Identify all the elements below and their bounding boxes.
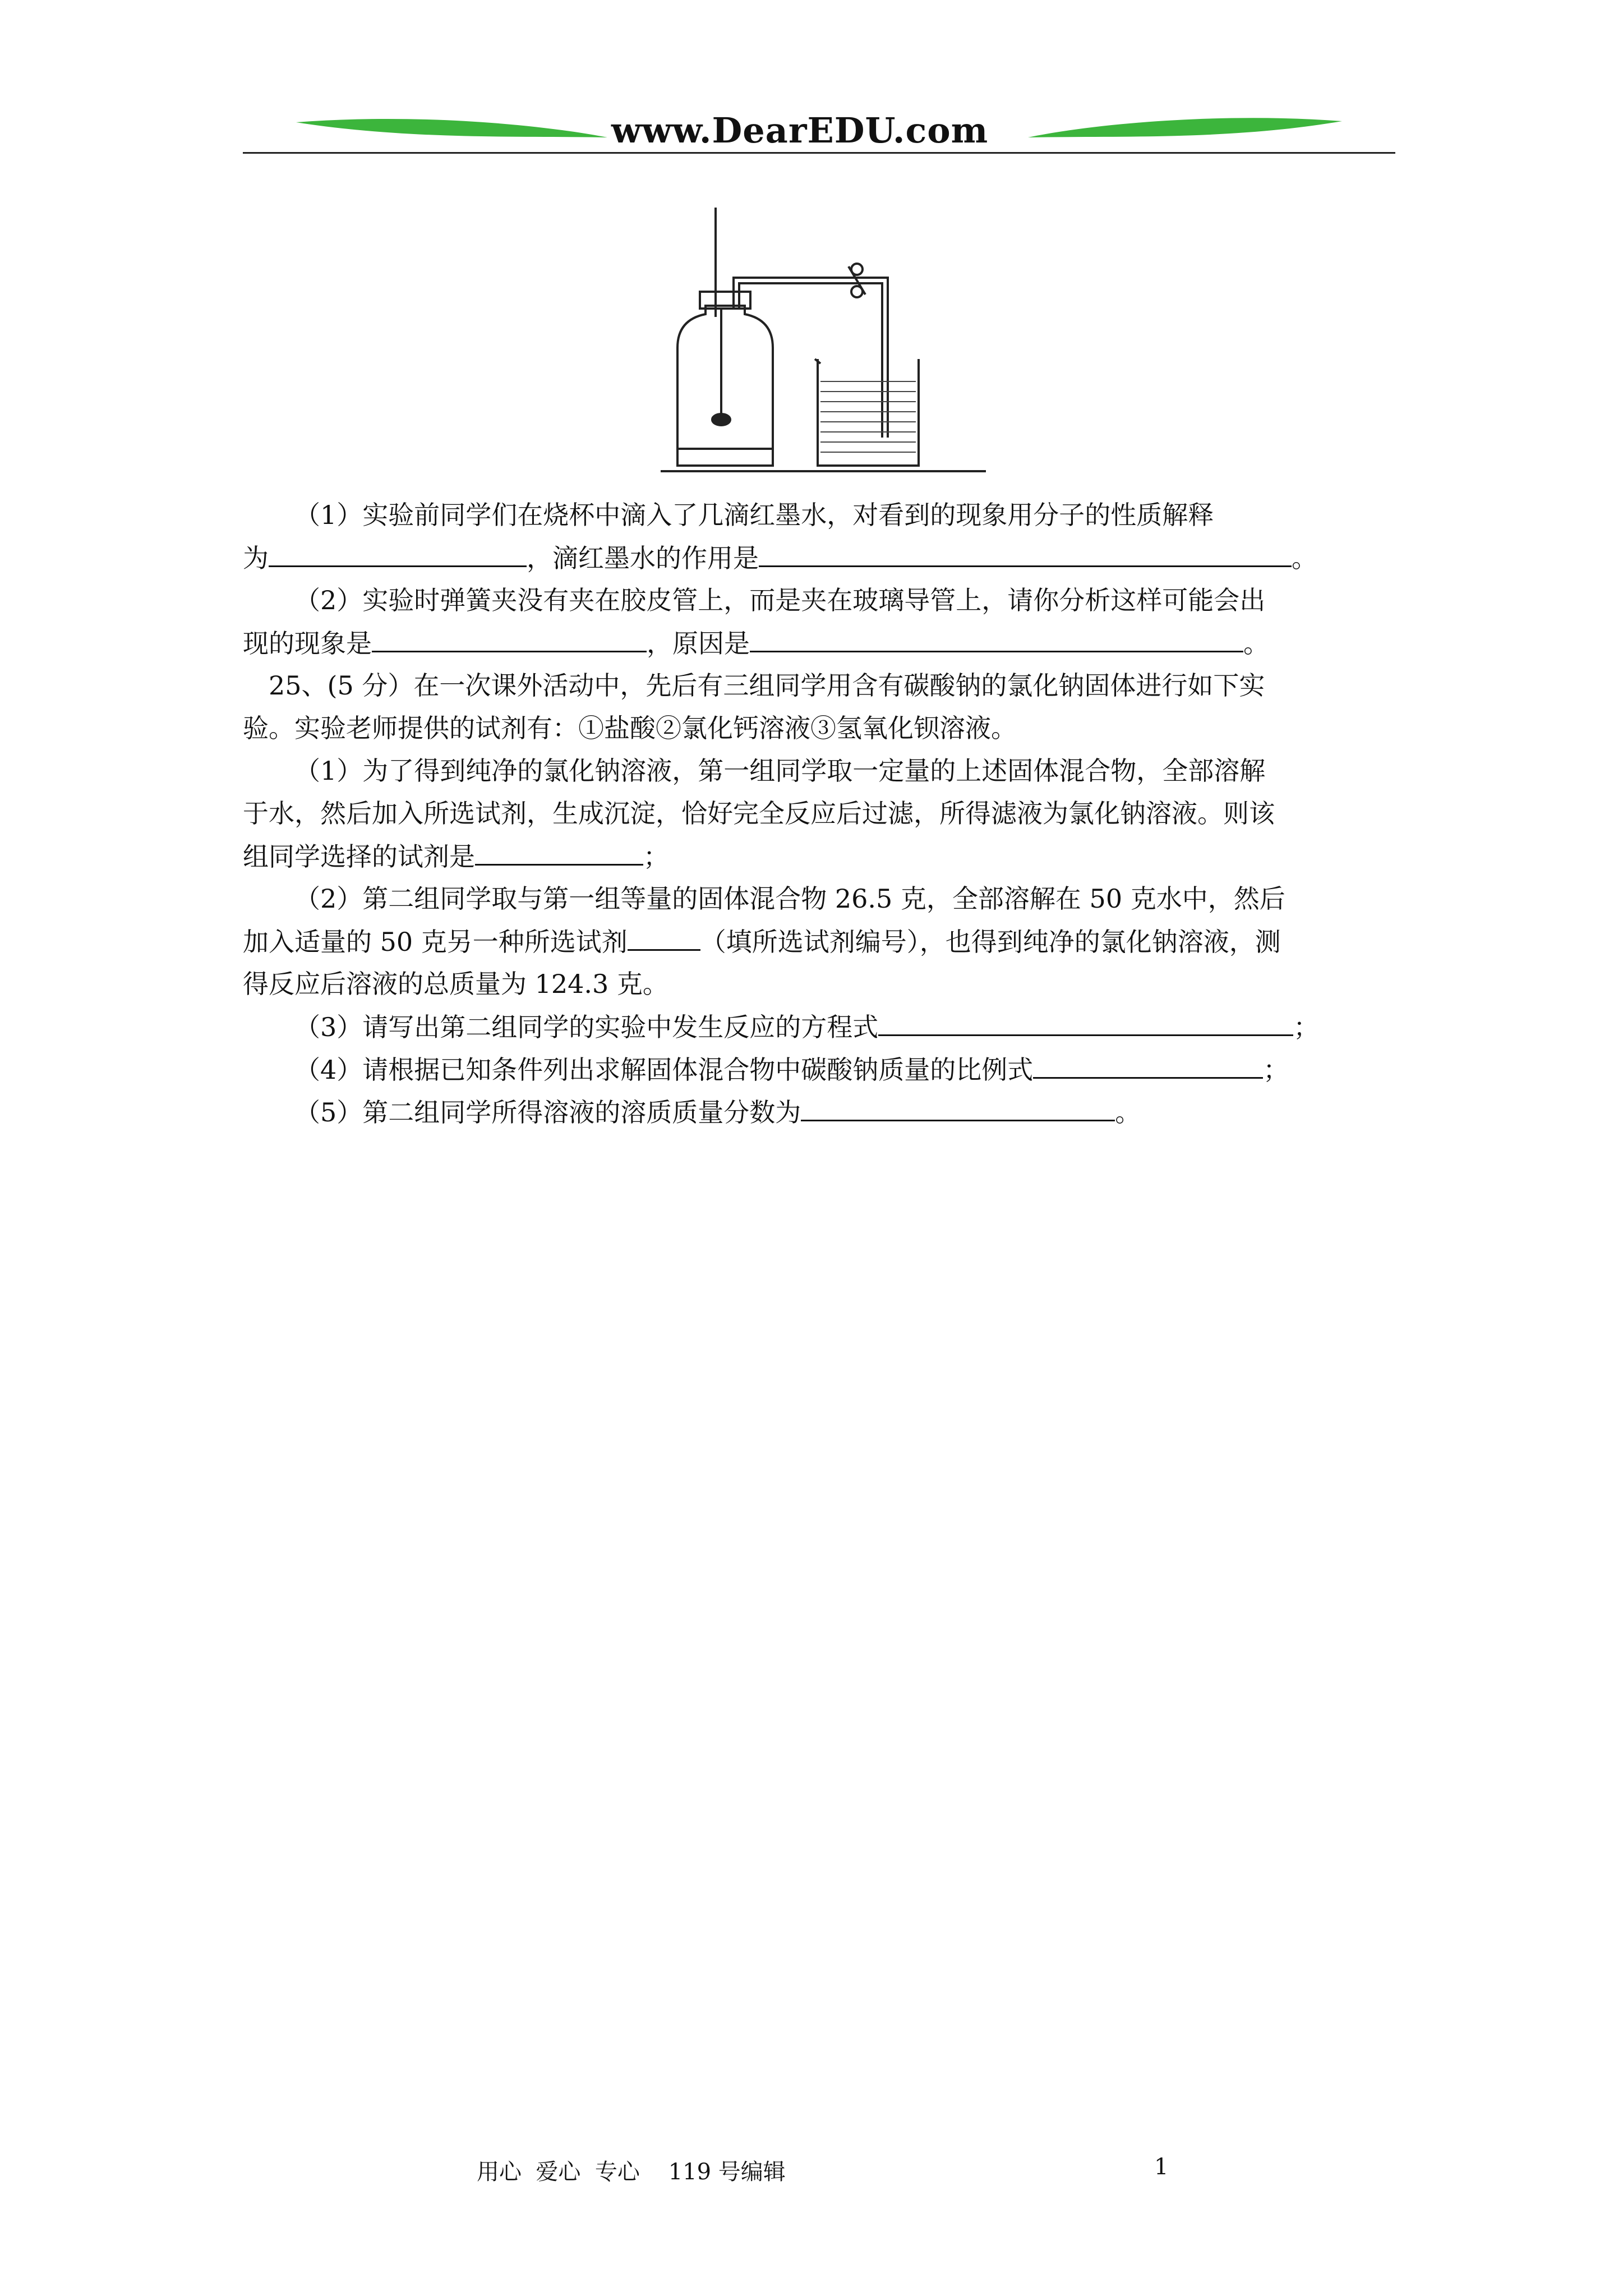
q25-part2-line1: （2）第二组同学取与第一组等量的固体混合物 26.5 克，全部溶解在 50 克水中，然后 — [294, 884, 1285, 914]
q25-part4: （4）请根据已知条件列出求解固体混合物中碳酸钠质量的比例式 ； — [243, 1048, 1395, 1091]
green-swoosh-right — [1028, 118, 1342, 137]
q24-part2-line2: 现的现象是 ，原因是 。 — [243, 622, 1395, 665]
footer-text: 用心 爱心 专心 119 号编辑 — [477, 2159, 786, 2185]
q25-part1-line3: 组同学选择的试剂是 ； — [243, 835, 1395, 878]
green-swoosh-left — [296, 119, 607, 137]
apparatus-diagram-icon — [655, 202, 992, 476]
q24-part2-line1: （2）实验时弹簧夹没有夹在胶皮管上，而是夹在玻璃导管上，请你分析这样可能会出 — [294, 585, 1266, 615]
q25-part2-line3: 得反应后溶液的总质量为 124.3 克。 — [243, 969, 668, 999]
answer-blank[interactable] — [628, 920, 700, 951]
q25-part3: （3）请写出第二组同学的实验中发生反应的方程式 ； — [243, 1005, 1395, 1048]
q25-intro-line2: 验。实验老师提供的试剂有：①盐酸②氯化钙溶液③氢氧化钡溶液。 — [243, 713, 1017, 743]
page-number: 1 — [1154, 2154, 1169, 2180]
answer-blank[interactable] — [759, 536, 1292, 567]
q24-part1-line1: （1）实验前同学们在烧杯中滴入了几滴红墨水，对看到的现象用分子的性质解释 — [294, 500, 1214, 530]
answer-blank[interactable] — [372, 622, 647, 652]
answer-blank[interactable] — [801, 1091, 1115, 1121]
answer-blank[interactable] — [750, 622, 1243, 652]
q24-part1-line2: 为 ，滴红墨水的作用是 。 — [243, 536, 1395, 579]
q25-part1-line1: （1）为了得到纯净的氯化钠溶液，第一组同学取一定量的上述固体混合物，全部溶解 — [294, 756, 1266, 786]
answer-blank[interactable] — [475, 835, 643, 866]
q25-part1-line2: 于水，然后加入所选试剂，生成沉淀，恰好完全反应后过滤，所得滤液为氯化钠溶液。则该 — [243, 798, 1275, 829]
site-logo-text: www.DearEDU.com — [611, 110, 989, 151]
q25-part2-line2: 加入适量的 50 克另一种所选试剂 （填所选试剂编号），也得到纯净的氯化钠溶液，测 — [243, 920, 1395, 963]
answer-blank[interactable] — [878, 1005, 1293, 1036]
q25-part5: （5）第二组同学所得溶液的溶质质量分数为 。 — [243, 1091, 1395, 1134]
header-rule — [243, 152, 1395, 154]
answer-blank[interactable] — [1033, 1048, 1263, 1079]
answer-blank[interactable] — [269, 536, 527, 567]
q25-intro-line1: 25、(5 分）在一次课外活动中，先后有三组同学用含有碳酸钠的氯化钠固体进行如下实 — [269, 670, 1265, 701]
